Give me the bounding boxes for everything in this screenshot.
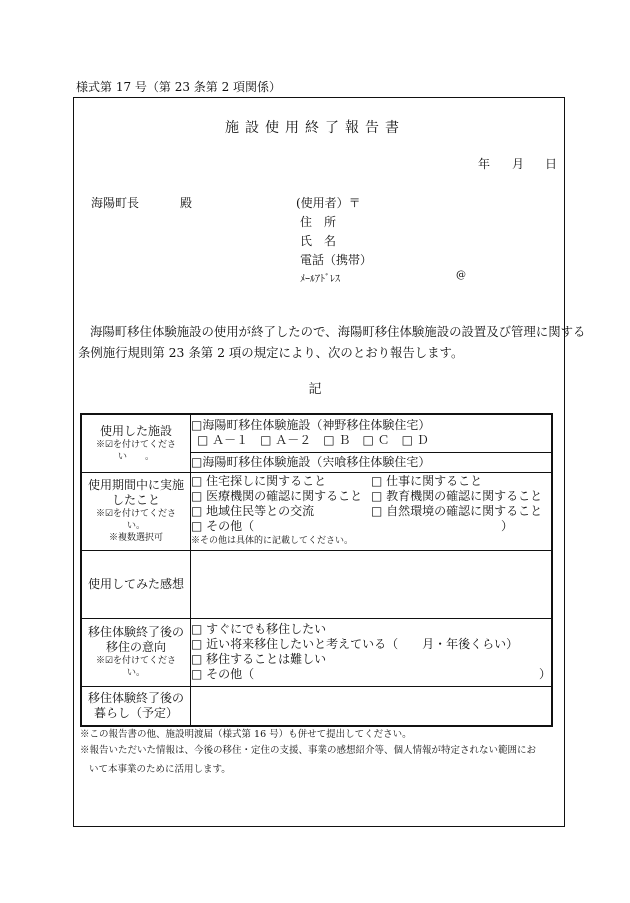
- activity-option-community[interactable]: □ 地域住民等との交流: [191, 503, 315, 518]
- facility-label-line2: ※☑を付けてくださ: [95, 439, 177, 450]
- report-statement-line2: 条例施行規則第 23 条第 2 項の規定により、次のとおり報告します。: [78, 345, 464, 360]
- intention-cell: [191, 618, 553, 686]
- intention-label: [81, 618, 191, 686]
- activity-option-education[interactable]: □ 教育機関の確認に関すること: [371, 488, 543, 503]
- facility-jinno-cell: [191, 414, 553, 452]
- applicant-at-mark: @: [456, 270, 466, 281]
- activity-option-job[interactable]: □ 仕事に関すること: [371, 473, 483, 488]
- life-label-line1: 移住体験終了後の: [87, 690, 184, 705]
- intention-option-near-future[interactable]: □ 近い将来移住したいと考えている（ 月・年後くらい）: [191, 637, 519, 651]
- activities-label-line2: したこと: [111, 493, 160, 507]
- applicant-name-label: 氏 名: [300, 234, 337, 248]
- intention-option-other-row: [191, 667, 551, 682]
- intention-label-line2: 移住の意向: [105, 640, 166, 654]
- date-day: 日: [545, 157, 558, 171]
- facility-jinno-units[interactable]: □ Ａ－１ □ Ａ－２ □ Ｂ □ Ｃ □ Ｄ: [197, 433, 429, 448]
- intention-option-soon[interactable]: □ すぐにでも移住したい: [191, 622, 327, 636]
- intention-option-other[interactable]: □ その他（: [191, 667, 255, 681]
- intention-other-close: ）: [538, 667, 551, 681]
- activity-option-housing[interactable]: □ 住宅探しに関すること: [191, 473, 327, 488]
- intention-label-line4: い。: [126, 668, 145, 678]
- date-year: 年: [478, 157, 491, 171]
- activity-other-note: ※その他は具体的に記載してください。: [191, 535, 354, 546]
- impression-label: [81, 550, 191, 618]
- activity-option-other[interactable]: □ その他（: [191, 518, 255, 533]
- impression-input[interactable]: [191, 550, 553, 618]
- facility-shishikui-option[interactable]: □海陽町移住体験施設（宍喰移住体験住宅）: [191, 454, 431, 469]
- footnote-privacy-line2: いて本事業のために活用します。: [89, 764, 231, 775]
- activities-label-line4: い。: [126, 521, 145, 531]
- impression-label-text: 使用してみた感想: [87, 576, 184, 591]
- ki-heading: 記: [308, 382, 322, 397]
- form-number: 様式第 17 号（第 23 条第 2 項関係）: [76, 80, 282, 94]
- facility-label-line1: 使用した施設: [99, 423, 172, 438]
- activities-label-line1: 使用期間中に実施: [87, 478, 184, 492]
- activity-other-close: ）: [500, 518, 513, 533]
- footnote-privacy-line1: ※報告いただいた情報は、今後の移住・定住の支援、事業の感想紹介等、個人情報が特定されない範囲にお: [80, 745, 537, 756]
- activity-option-nature[interactable]: □ 自然環境の確認に関すること: [371, 503, 543, 518]
- facility-label: [81, 414, 191, 472]
- applicant-heading: (使用者）〒: [296, 196, 361, 210]
- life-label-line2: 暮らし（予定）: [93, 705, 178, 720]
- activity-option-other-row: [191, 519, 551, 534]
- activity-option-medical[interactable]: □ 医療機関の確認に関すること: [191, 488, 363, 503]
- life-label: [81, 686, 191, 726]
- addressee-honorific: 殿: [180, 196, 193, 210]
- facility-label-line3: い 。: [117, 451, 154, 462]
- form-title: 施設使用終了報告書: [225, 120, 405, 136]
- facility-shishikui-cell: [191, 452, 553, 472]
- date-month: 月: [512, 157, 525, 171]
- activities-label-line3: ※☑を付けてくださ: [95, 509, 177, 519]
- activities-label: [81, 472, 191, 550]
- intention-label-line3: ※☑を付けてくださ: [95, 656, 177, 666]
- applicant-phone-label: 電話（携帯）: [300, 253, 373, 267]
- facility-jinno-option[interactable]: □海陽町移住体験施設（神野移住体験住宅）: [191, 418, 431, 433]
- footnote-privacy: [80, 741, 560, 779]
- report-statement: [78, 321, 586, 363]
- activities-label-line5: ※複数選択可: [108, 533, 163, 543]
- report-statement-line1: 海陽町移住体験施設の使用が終了したので、海陽町移住体験施設の設置及び管理に関する: [90, 324, 586, 339]
- applicant-mail-label: ﾒｰﾙｱﾄﾞﾚｽ: [300, 274, 340, 285]
- life-input[interactable]: [191, 686, 553, 726]
- footnote-submit-notice: ※この報告書の他、施設明渡届（様式第 16 号）も併せて提出してください。: [80, 729, 412, 740]
- applicant-address-label: 住 所: [300, 215, 337, 229]
- intention-label-line1: 移住体験終了後の: [87, 625, 184, 639]
- intention-option-difficult[interactable]: □ 移住することは難しい: [191, 652, 327, 666]
- addressee-name: 海陽町長: [91, 196, 140, 210]
- activities-cell: [191, 472, 553, 550]
- report-table: [80, 413, 553, 727]
- activities-options: [191, 474, 551, 519]
